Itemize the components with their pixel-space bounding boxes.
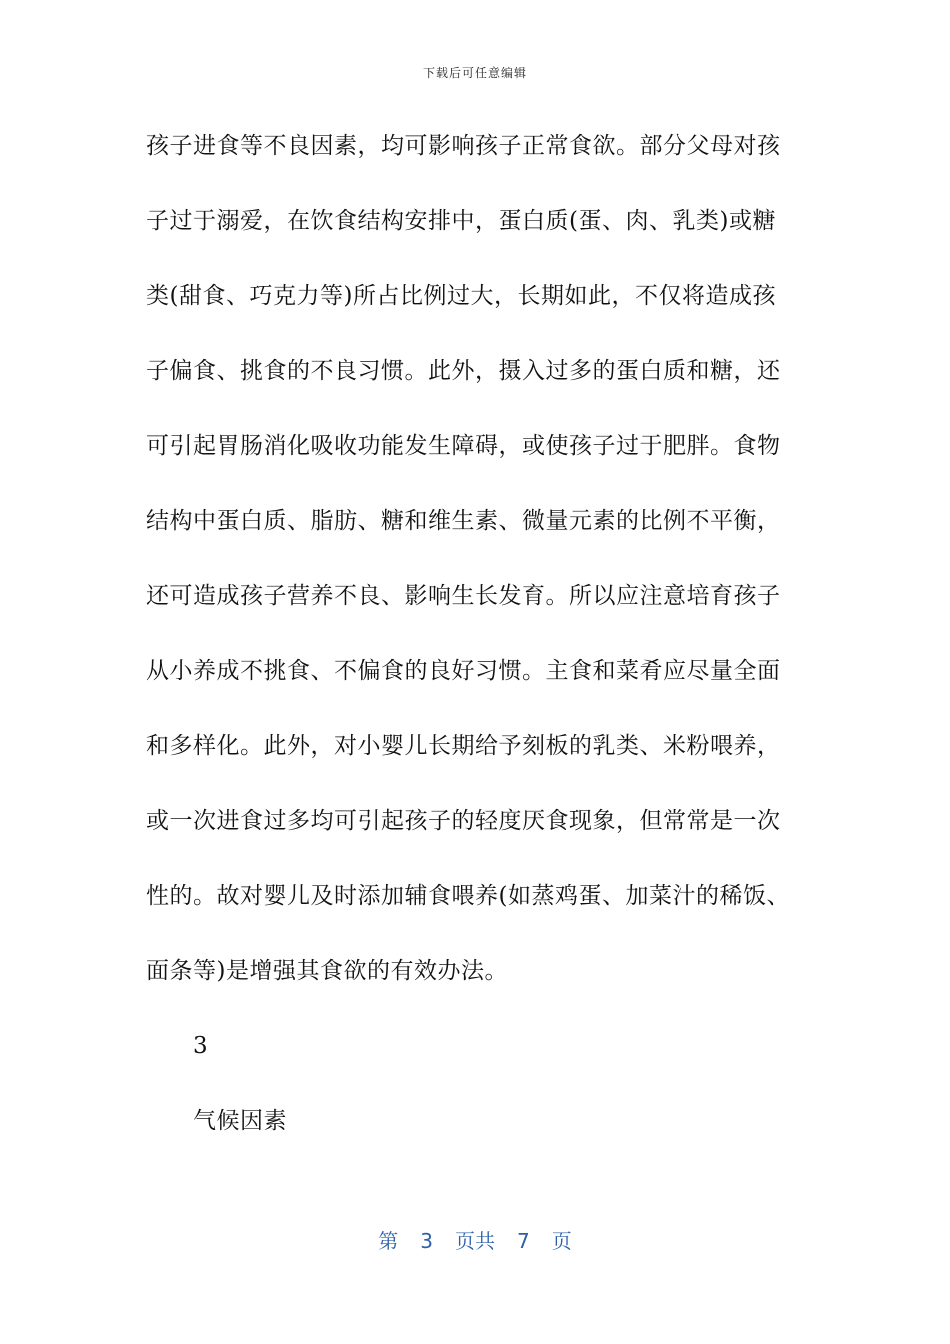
footer-label-page-of: 页共 xyxy=(455,1229,495,1253)
footer-total-pages: 7 xyxy=(517,1229,530,1253)
paragraph-line: 结构中蛋白质、脂肪、糖和维生素、微量元素的比例不平衡， xyxy=(146,508,781,534)
footer-label-page-end: 页 xyxy=(551,1229,572,1253)
section-title: 气候因素 xyxy=(193,1108,287,1134)
footer-current-page: 3 xyxy=(420,1229,433,1253)
paragraph-line: 子过于溺爱，在饮食结构安排中，蛋白质(蛋、肉、乳类)或糖 xyxy=(146,208,776,234)
paragraph-line: 和多样化。此外，对小婴儿长期给予刻板的乳类、米粉喂养， xyxy=(146,733,781,759)
paragraph-line: 类(甜食、巧克力等)所占比例过大，长期如此，不仅将造成孩 xyxy=(146,283,776,309)
paragraph-line: 从小养成不挑食、不偏食的良好习惯。主食和菜肴应尽量全面 xyxy=(146,658,781,684)
paragraph-line: 孩子进食等不良因素，均可影响孩子正常食欲。部分父母对孩 xyxy=(146,133,781,159)
paragraph-line: 可引起胃肠消化吸收功能发生障碍，或使孩子过于肥胖。食物 xyxy=(146,433,781,459)
section-number: 3 xyxy=(193,1033,209,1059)
footer-label-page: 第 xyxy=(378,1229,399,1253)
paragraph-line: 面条等)是增强其食欲的有效办法。 xyxy=(146,958,508,984)
document-body xyxy=(146,124,794,1174)
paragraph-line: 性的。故对婴儿及时添加辅食喂养(如蒸鸡蛋、加菜汁的稀饭、 xyxy=(146,883,790,909)
page-footer xyxy=(0,1225,950,1254)
paragraph-line: 子偏食、挑食的不良习惯。此外，摄入过多的蛋白质和糖，还 xyxy=(146,358,781,384)
paragraph-line: 或一次进食过多均可引起孩子的轻度厌食现象，但常常是一次 xyxy=(146,808,781,834)
page-header: 下载后可任意编辑 xyxy=(422,66,527,80)
paragraph-line: 还可造成孩子营养不良、影响生长发育。所以应注意培育孩子 xyxy=(146,583,781,609)
